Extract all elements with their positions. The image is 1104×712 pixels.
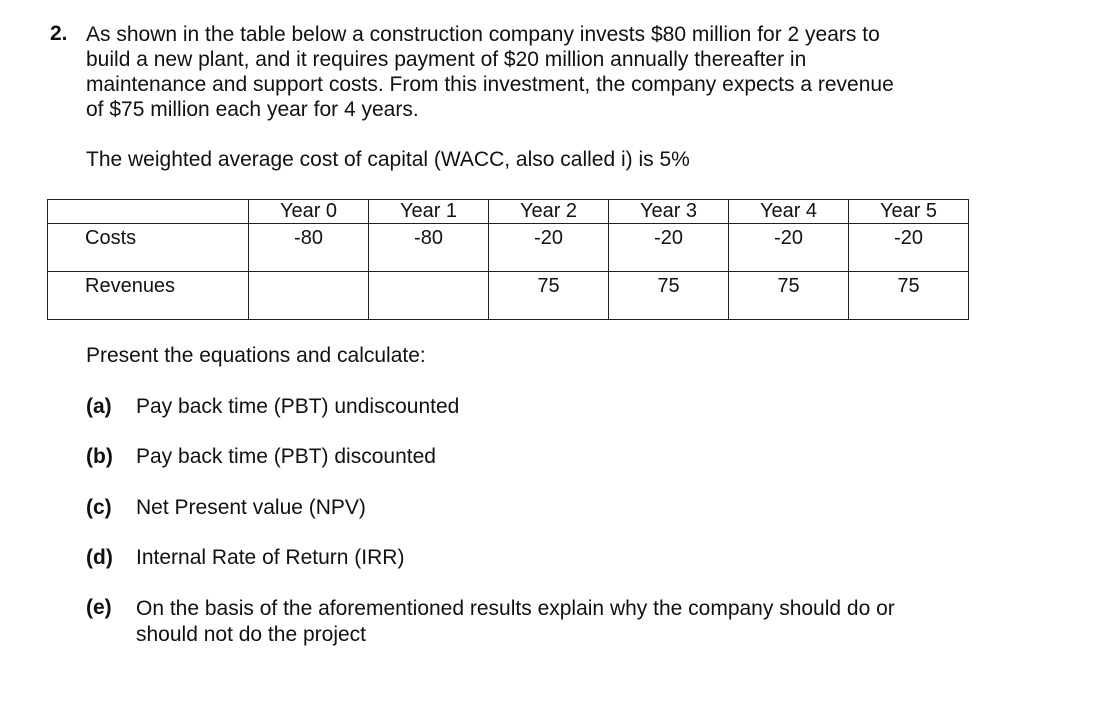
table-header-row bbox=[48, 200, 969, 224]
revenue-year-3: 75 bbox=[609, 272, 729, 320]
question-number: 2. bbox=[50, 22, 68, 45]
part-text: Pay back time (PBT) undiscounted bbox=[136, 395, 460, 418]
revenue-year-2: 75 bbox=[489, 272, 609, 320]
part-letter: (e) bbox=[86, 596, 112, 619]
part-b bbox=[86, 445, 436, 469]
table-row-revenues bbox=[48, 272, 969, 320]
cost-year-5: -20 bbox=[849, 224, 969, 272]
revenue-year-0 bbox=[249, 272, 369, 320]
part-text-line: On the basis of the aforementioned results explain why the company should do or bbox=[136, 597, 895, 620]
revenue-year-4: 75 bbox=[729, 272, 849, 320]
revenue-year-5: 75 bbox=[849, 272, 969, 320]
part-letter: (d) bbox=[86, 546, 113, 569]
part-d bbox=[86, 546, 404, 570]
part-text bbox=[136, 596, 956, 648]
part-text: Internal Rate of Return (IRR) bbox=[136, 546, 405, 569]
revenue-year-1 bbox=[369, 272, 489, 320]
instructions: Present the equations and calculate: bbox=[86, 344, 426, 367]
cash-flow-table bbox=[47, 199, 969, 320]
question-intro bbox=[86, 22, 966, 122]
intro-line: As shown in the table below a construction company invests $80 million for 2 years to bbox=[86, 23, 880, 46]
header-year-3: Year 3 bbox=[609, 200, 729, 224]
header-year-5: Year 5 bbox=[849, 200, 969, 224]
wacc-statement: The weighted average cost of capital (WACC, also called i) is 5% bbox=[86, 148, 690, 171]
part-text-line: should not do the project bbox=[136, 623, 366, 646]
row-label-costs: Costs bbox=[48, 224, 249, 272]
table-row-costs bbox=[48, 224, 969, 272]
cost-year-2: -20 bbox=[489, 224, 609, 272]
cost-year-4: -20 bbox=[729, 224, 849, 272]
intro-line: build a new plant, and it requires payment of $20 million annually thereafter in bbox=[86, 48, 807, 71]
part-text: Pay back time (PBT) discounted bbox=[136, 445, 436, 468]
part-c bbox=[86, 496, 366, 520]
intro-line: of $75 million each year for 4 years. bbox=[86, 98, 419, 121]
header-cell-empty bbox=[48, 200, 249, 224]
part-text: Net Present value (NPV) bbox=[136, 496, 366, 519]
part-letter: (a) bbox=[86, 395, 112, 418]
header-year-4: Year 4 bbox=[729, 200, 849, 224]
header-year-0: Year 0 bbox=[249, 200, 369, 224]
cost-year-0: -80 bbox=[249, 224, 369, 272]
part-letter: (c) bbox=[86, 496, 112, 519]
cost-year-1: -80 bbox=[369, 224, 489, 272]
part-letter: (b) bbox=[86, 445, 113, 468]
part-a bbox=[86, 395, 459, 419]
part-e bbox=[86, 596, 956, 648]
row-label-revenues: Revenues bbox=[48, 272, 249, 320]
header-year-1: Year 1 bbox=[369, 200, 489, 224]
cost-year-3: -20 bbox=[609, 224, 729, 272]
header-year-2: Year 2 bbox=[489, 200, 609, 224]
intro-line: maintenance and support costs. From this investment, the company expects a revenue bbox=[86, 73, 894, 96]
